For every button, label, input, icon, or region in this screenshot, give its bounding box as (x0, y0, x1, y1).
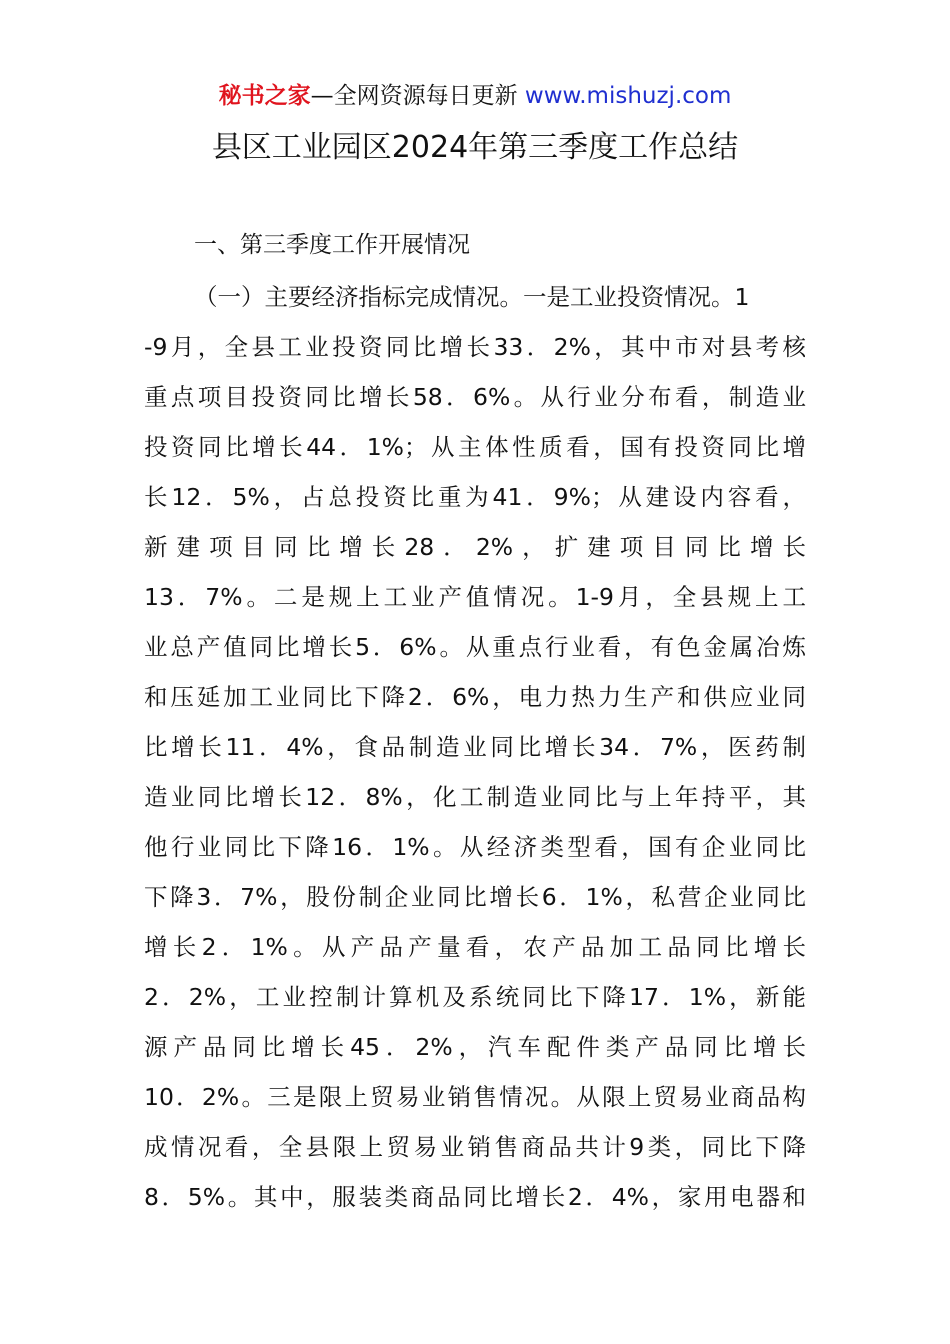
site-url-link[interactable]: www.mishuzj.com (524, 83, 732, 109)
document-title: 县区工业园区2024年第三季度工作总结 (211, 130, 739, 165)
paragraph-line: 增长2．1%。从产品产量看，农产品加工品同比增长 (144, 933, 806, 961)
paragraph-line: 他行业同比下降16．1%。从经济类型看，国有企业同比 (144, 833, 806, 861)
paragraph-line: 造业同比增长12．8%，化工制造业同比与上年持平，其 (144, 783, 806, 811)
paragraph-line: 重点项目投资同比增长58．6%。从行业分布看，制造业 (144, 383, 806, 411)
paragraph-line: 10．2%。三是限上贸易业销售情况。从限上贸易业商品构 (144, 1083, 806, 1111)
paragraph-line: 2．2%，工业控制计算机及系统同比下降17．1%，新能 (144, 983, 806, 1011)
paragraph-line: 源产品同比增长45．2%，汽车配件类产品同比增长 (144, 1033, 806, 1061)
paragraph-line: 8．5%。其中，服装类商品同比增长2．4%，家用电器和 (144, 1183, 806, 1211)
paragraph-line: 新建项目同比增长28．2%，扩建项目同比增长 (144, 533, 806, 561)
paragraph-line: 13．7%。二是规上工业产值情况。1-9月，全县规上工 (144, 583, 806, 611)
site-name: 秘书之家 (218, 83, 311, 109)
paragraph-line: （一）主要经济指标完成情况。一是工业投资情况。1 (194, 283, 750, 311)
paragraph-line: 下降3．7%，股份制企业同比增长6．1%，私营企业同比 (144, 883, 806, 911)
paragraph-line: 和压延加工业同比下降2．6%，电力热力生产和供应业同 (144, 683, 806, 711)
paragraph-line: 业总产值同比增长5．6%。从重点行业看，有色金属冶炼 (144, 633, 806, 661)
section-heading: 一、第三季度工作开展情况 (194, 232, 470, 258)
paragraph-line: 长12．5%，占总投资比重为41．9%；从建设内容看， (144, 483, 806, 511)
site-header (0, 80, 950, 112)
paragraph-line: 投资同比增长44．1%；从主体性质看，国有投资同比增 (144, 433, 806, 461)
site-tagline: —全网资源每日更新 (310, 83, 525, 109)
paragraph-line: 比增长11．4%，食品制造业同比增长34．7%，医药制 (144, 733, 806, 761)
paragraph-line: 成情况看，全县限上贸易业销售商品共计9类，同比下降 (144, 1133, 806, 1161)
paragraph-line: -9月，全县工业投资同比增长33．2%，其中市对县考核 (144, 333, 806, 361)
body-paragraph (144, 280, 806, 1230)
